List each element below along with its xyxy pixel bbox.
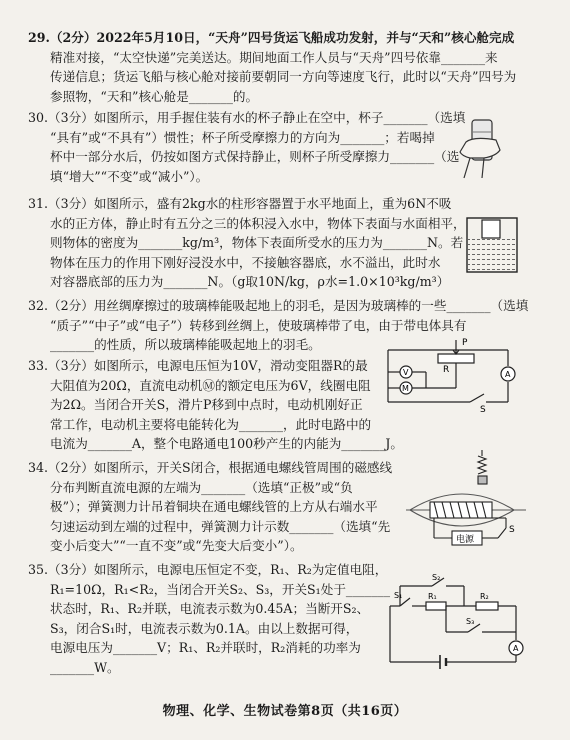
question-line: 常工作，电动机主要将电能转化为_______，此时电路中的 (50, 416, 372, 432)
question-line: 为2Ω。当闭合开关S，滑片P移到中点时，电动机刚好正 (50, 397, 363, 413)
question-line: 分布判断直流电源的左端为_______（选填“正极”或“负 (50, 479, 353, 495)
question-line: 参照物，“天和”核心舱是_______的。 (50, 88, 259, 104)
switch-s (498, 528, 506, 538)
container-with-cube-figure (462, 212, 524, 276)
label-r: R (443, 365, 450, 375)
page-footer: 物理、化学、生物试卷第8页（共16页） (162, 704, 408, 719)
label-m: M (402, 384, 409, 393)
question-line: 31.（3分）如图所示，盛有2kg水的柱形容器置于水平地面上，重为6N不吸 (28, 196, 452, 211)
question-line: S₃，闭合S₁时，电流表示数为0.1A。由以上数据可得， (50, 620, 359, 636)
circuit-35-figure (382, 572, 528, 672)
question-line: 大阻值为20Ω，直流电动机Ⓜ的额定电压为6V，线圈电阻 (50, 377, 371, 393)
label-a: A (505, 370, 511, 379)
question-line: 30.（3分）如图所示，用手握住装有水的杯子静止在空中，杯子_______（选填 (28, 110, 466, 125)
resistor-r2 (476, 602, 498, 610)
hand-shape (460, 138, 500, 158)
question-line: 传递信息；货运飞船与核心舱对接前要朝同一方向等速度飞行，此时以“天舟”四号为 (50, 69, 517, 85)
question-line: 物体在压力的作用下刚好浸没水中，不接触容器底，水不溢出，此时水 (50, 254, 441, 270)
question-line: “质子”“中子”或“电子”）转移到丝绸上，使玻璃棒带了电，由于带电体具有 (50, 317, 467, 333)
question-line: 变小后变大”“一直不变”或“先变大后变小”）。 (50, 538, 303, 554)
label-p: P (462, 338, 468, 348)
cube-shape (482, 220, 500, 238)
hand-holding-cup-figure (452, 112, 522, 182)
question-line: 32.（2分）用丝绸摩擦过的玻璃棒能吸起地上的羽毛，是因为玻璃棒的一些_______（选填 (28, 298, 529, 313)
question-29 (28, 28, 538, 106)
question-line: 对容器底部的压力为_______N。（g取10N/kg，ρ水=1.0×10³kg/m³） (50, 274, 450, 290)
label-r2: R₂ (480, 592, 489, 601)
label-a: A (513, 644, 519, 653)
question-line: _______的性质，所以玻璃棒能吸起地上的羽毛。 (50, 337, 321, 353)
question-line: 匀速运动到左端的过程中，弹簧测力计示数_______（选填“先 (50, 518, 391, 534)
question-line: R₁=10Ω，R₁<R₂，当闭合开关S₂、S₃，开关S₁处于_______ (50, 581, 390, 597)
label-r1: R₁ (428, 592, 437, 601)
rheostat-shape (438, 354, 474, 363)
question-line: 极”）；弹簧测力计吊着铜块在通电螺线管的上方从右端水平 (50, 499, 378, 515)
question-line: 杯中一部分水后，仍按如图方式保持静止，则杯子所受摩擦力_______（选 (50, 149, 460, 165)
question-line: 33.（3分）如图所示，电源电压恒为10V，滑动变阻器R的最 (28, 358, 368, 373)
question-line: 29.（2分）2022年5月10日，“天舟”四号货运飞船成功发射，并与“天和”核心舱完成 (28, 30, 515, 45)
question-line: 水的正方体，静止时有五分之三的体积浸入水中，物体下表面与水面相平， (50, 215, 466, 231)
question-line: “具有”或“不具有”）惯性；杯子所受摩擦力的方向为_______；若喝掉 (50, 129, 435, 145)
question-line: 精准对接，“太空快递”完美送达。期间地面工作人员与“天舟”四号依靠_______来 (50, 49, 498, 65)
label-s2: S₂ (432, 573, 441, 582)
question-line: _______W。 (50, 659, 120, 675)
water-shape (468, 238, 516, 271)
question-line: 状态时，R₁、R₂并联，电流表示数为0.45A；当断开S₂、 (50, 601, 370, 617)
question-line: 35.（3分）如图所示，电源电压恒定不变，R₁、R₂为定值电阻， (28, 562, 388, 577)
question-line: 则物体的密度为_______kg/m³，物体下表面所受水的压力为_______N。若 (50, 235, 464, 251)
solenoid-figure (402, 448, 530, 548)
label-s1: S₁ (394, 591, 403, 600)
resistor-r1 (426, 602, 446, 610)
circuit-33-figure (376, 336, 526, 412)
label-s: S (480, 405, 486, 412)
question-line: 34.（2分）如图所示，开关S闭合，根据通电螺线管周围的磁感线 (28, 460, 393, 475)
question-line: 填“增大”“不变”或“减小”）。 (50, 168, 209, 184)
copper-block-shape (478, 476, 487, 484)
label-s3: S₃ (466, 617, 475, 626)
question-line: 电源电压为_______V；R₁、R₂并联时，R₂消耗的功率为 (50, 640, 361, 656)
label-power: 电源 (456, 535, 475, 545)
question-line: 电流为_______A，整个电路通电100秒产生的内能为_______J。 (50, 436, 404, 452)
switch-s (470, 394, 484, 402)
label-v: V (403, 368, 409, 377)
spring-scale-shape (478, 456, 486, 474)
label-s: S (509, 525, 515, 535)
